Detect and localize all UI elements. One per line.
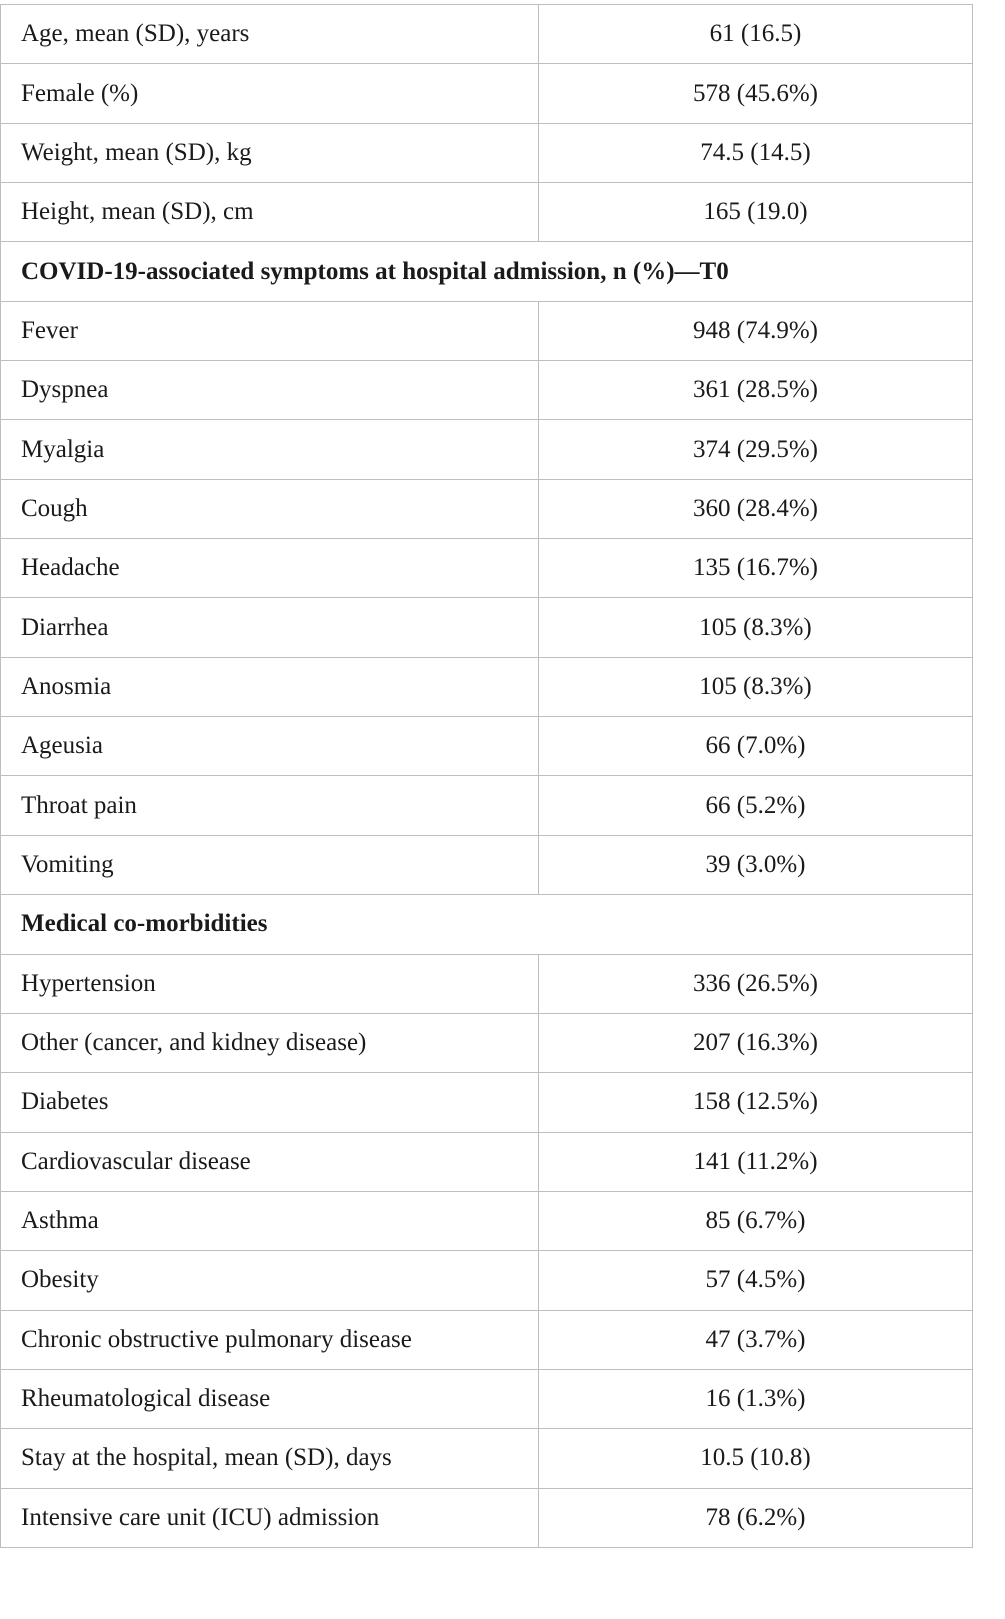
row-value: 207 (16.3%) bbox=[539, 1013, 973, 1072]
table-row bbox=[1, 1073, 973, 1132]
row-label: Vomiting bbox=[1, 835, 539, 894]
row-label: Ageusia bbox=[1, 717, 539, 776]
row-value: 105 (8.3%) bbox=[539, 598, 973, 657]
row-value: 105 (8.3%) bbox=[539, 657, 973, 716]
table-body bbox=[1, 5, 973, 1548]
row-value: 85 (6.7%) bbox=[539, 1191, 973, 1250]
section-header-row bbox=[1, 242, 973, 301]
row-value: 39 (3.0%) bbox=[539, 835, 973, 894]
row-label: Height, mean (SD), cm bbox=[1, 183, 539, 242]
table-row bbox=[1, 183, 973, 242]
row-label: Throat pain bbox=[1, 776, 539, 835]
row-label: Dyspnea bbox=[1, 361, 539, 420]
row-label: Headache bbox=[1, 539, 539, 598]
row-label: Hypertension bbox=[1, 954, 539, 1013]
row-label: Intensive care unit (ICU) admission bbox=[1, 1488, 539, 1547]
row-label: Age, mean (SD), years bbox=[1, 5, 539, 64]
row-value: 336 (26.5%) bbox=[539, 954, 973, 1013]
row-value: 158 (12.5%) bbox=[539, 1073, 973, 1132]
table-row bbox=[1, 1013, 973, 1072]
table-row bbox=[1, 123, 973, 182]
row-label: Weight, mean (SD), kg bbox=[1, 123, 539, 182]
row-value: 61 (16.5) bbox=[539, 5, 973, 64]
table-row bbox=[1, 361, 973, 420]
row-value: 360 (28.4%) bbox=[539, 479, 973, 538]
row-value: 16 (1.3%) bbox=[539, 1369, 973, 1428]
table-row bbox=[1, 479, 973, 538]
row-value: 165 (19.0) bbox=[539, 183, 973, 242]
table-row bbox=[1, 420, 973, 479]
section-header: COVID-19-associated symptoms at hospital admission, n (%)—T0 bbox=[1, 242, 973, 301]
row-label: Fever bbox=[1, 301, 539, 360]
table-row bbox=[1, 598, 973, 657]
table-row bbox=[1, 1251, 973, 1310]
section-header: Medical co-morbidities bbox=[1, 895, 973, 954]
row-value: 361 (28.5%) bbox=[539, 361, 973, 420]
table-row bbox=[1, 1191, 973, 1250]
table-row bbox=[1, 1310, 973, 1369]
row-label: Cough bbox=[1, 479, 539, 538]
row-label: Female (%) bbox=[1, 64, 539, 123]
table-row bbox=[1, 539, 973, 598]
patient-characteristics-table bbox=[0, 4, 973, 1548]
table-row bbox=[1, 301, 973, 360]
table-row bbox=[1, 954, 973, 1013]
table-row bbox=[1, 1132, 973, 1191]
row-value: 66 (5.2%) bbox=[539, 776, 973, 835]
table-row bbox=[1, 717, 973, 776]
row-label: Rheumatological disease bbox=[1, 1369, 539, 1428]
row-value: 948 (74.9%) bbox=[539, 301, 973, 360]
row-label: Stay at the hospital, mean (SD), days bbox=[1, 1429, 539, 1488]
row-label: Diabetes bbox=[1, 1073, 539, 1132]
table-row bbox=[1, 1429, 973, 1488]
row-value: 141 (11.2%) bbox=[539, 1132, 973, 1191]
row-value: 57 (4.5%) bbox=[539, 1251, 973, 1310]
row-value: 374 (29.5%) bbox=[539, 420, 973, 479]
row-value: 135 (16.7%) bbox=[539, 539, 973, 598]
table-row bbox=[1, 1488, 973, 1547]
row-label: Anosmia bbox=[1, 657, 539, 716]
table-row bbox=[1, 64, 973, 123]
row-label: Asthma bbox=[1, 1191, 539, 1250]
row-value: 10.5 (10.8) bbox=[539, 1429, 973, 1488]
table-row bbox=[1, 5, 973, 64]
table-row bbox=[1, 1369, 973, 1428]
row-label: Other (cancer, and kidney disease) bbox=[1, 1013, 539, 1072]
row-value: 578 (45.6%) bbox=[539, 64, 973, 123]
row-value: 74.5 (14.5) bbox=[539, 123, 973, 182]
row-label: Diarrhea bbox=[1, 598, 539, 657]
row-value: 66 (7.0%) bbox=[539, 717, 973, 776]
table-row bbox=[1, 776, 973, 835]
table-row bbox=[1, 657, 973, 716]
row-value: 78 (6.2%) bbox=[539, 1488, 973, 1547]
row-label: Myalgia bbox=[1, 420, 539, 479]
row-value: 47 (3.7%) bbox=[539, 1310, 973, 1369]
section-header-row bbox=[1, 895, 973, 954]
row-label: Obesity bbox=[1, 1251, 539, 1310]
row-label: Cardiovascular disease bbox=[1, 1132, 539, 1191]
row-label: Chronic obstructive pulmonary disease bbox=[1, 1310, 539, 1369]
table-row bbox=[1, 835, 973, 894]
